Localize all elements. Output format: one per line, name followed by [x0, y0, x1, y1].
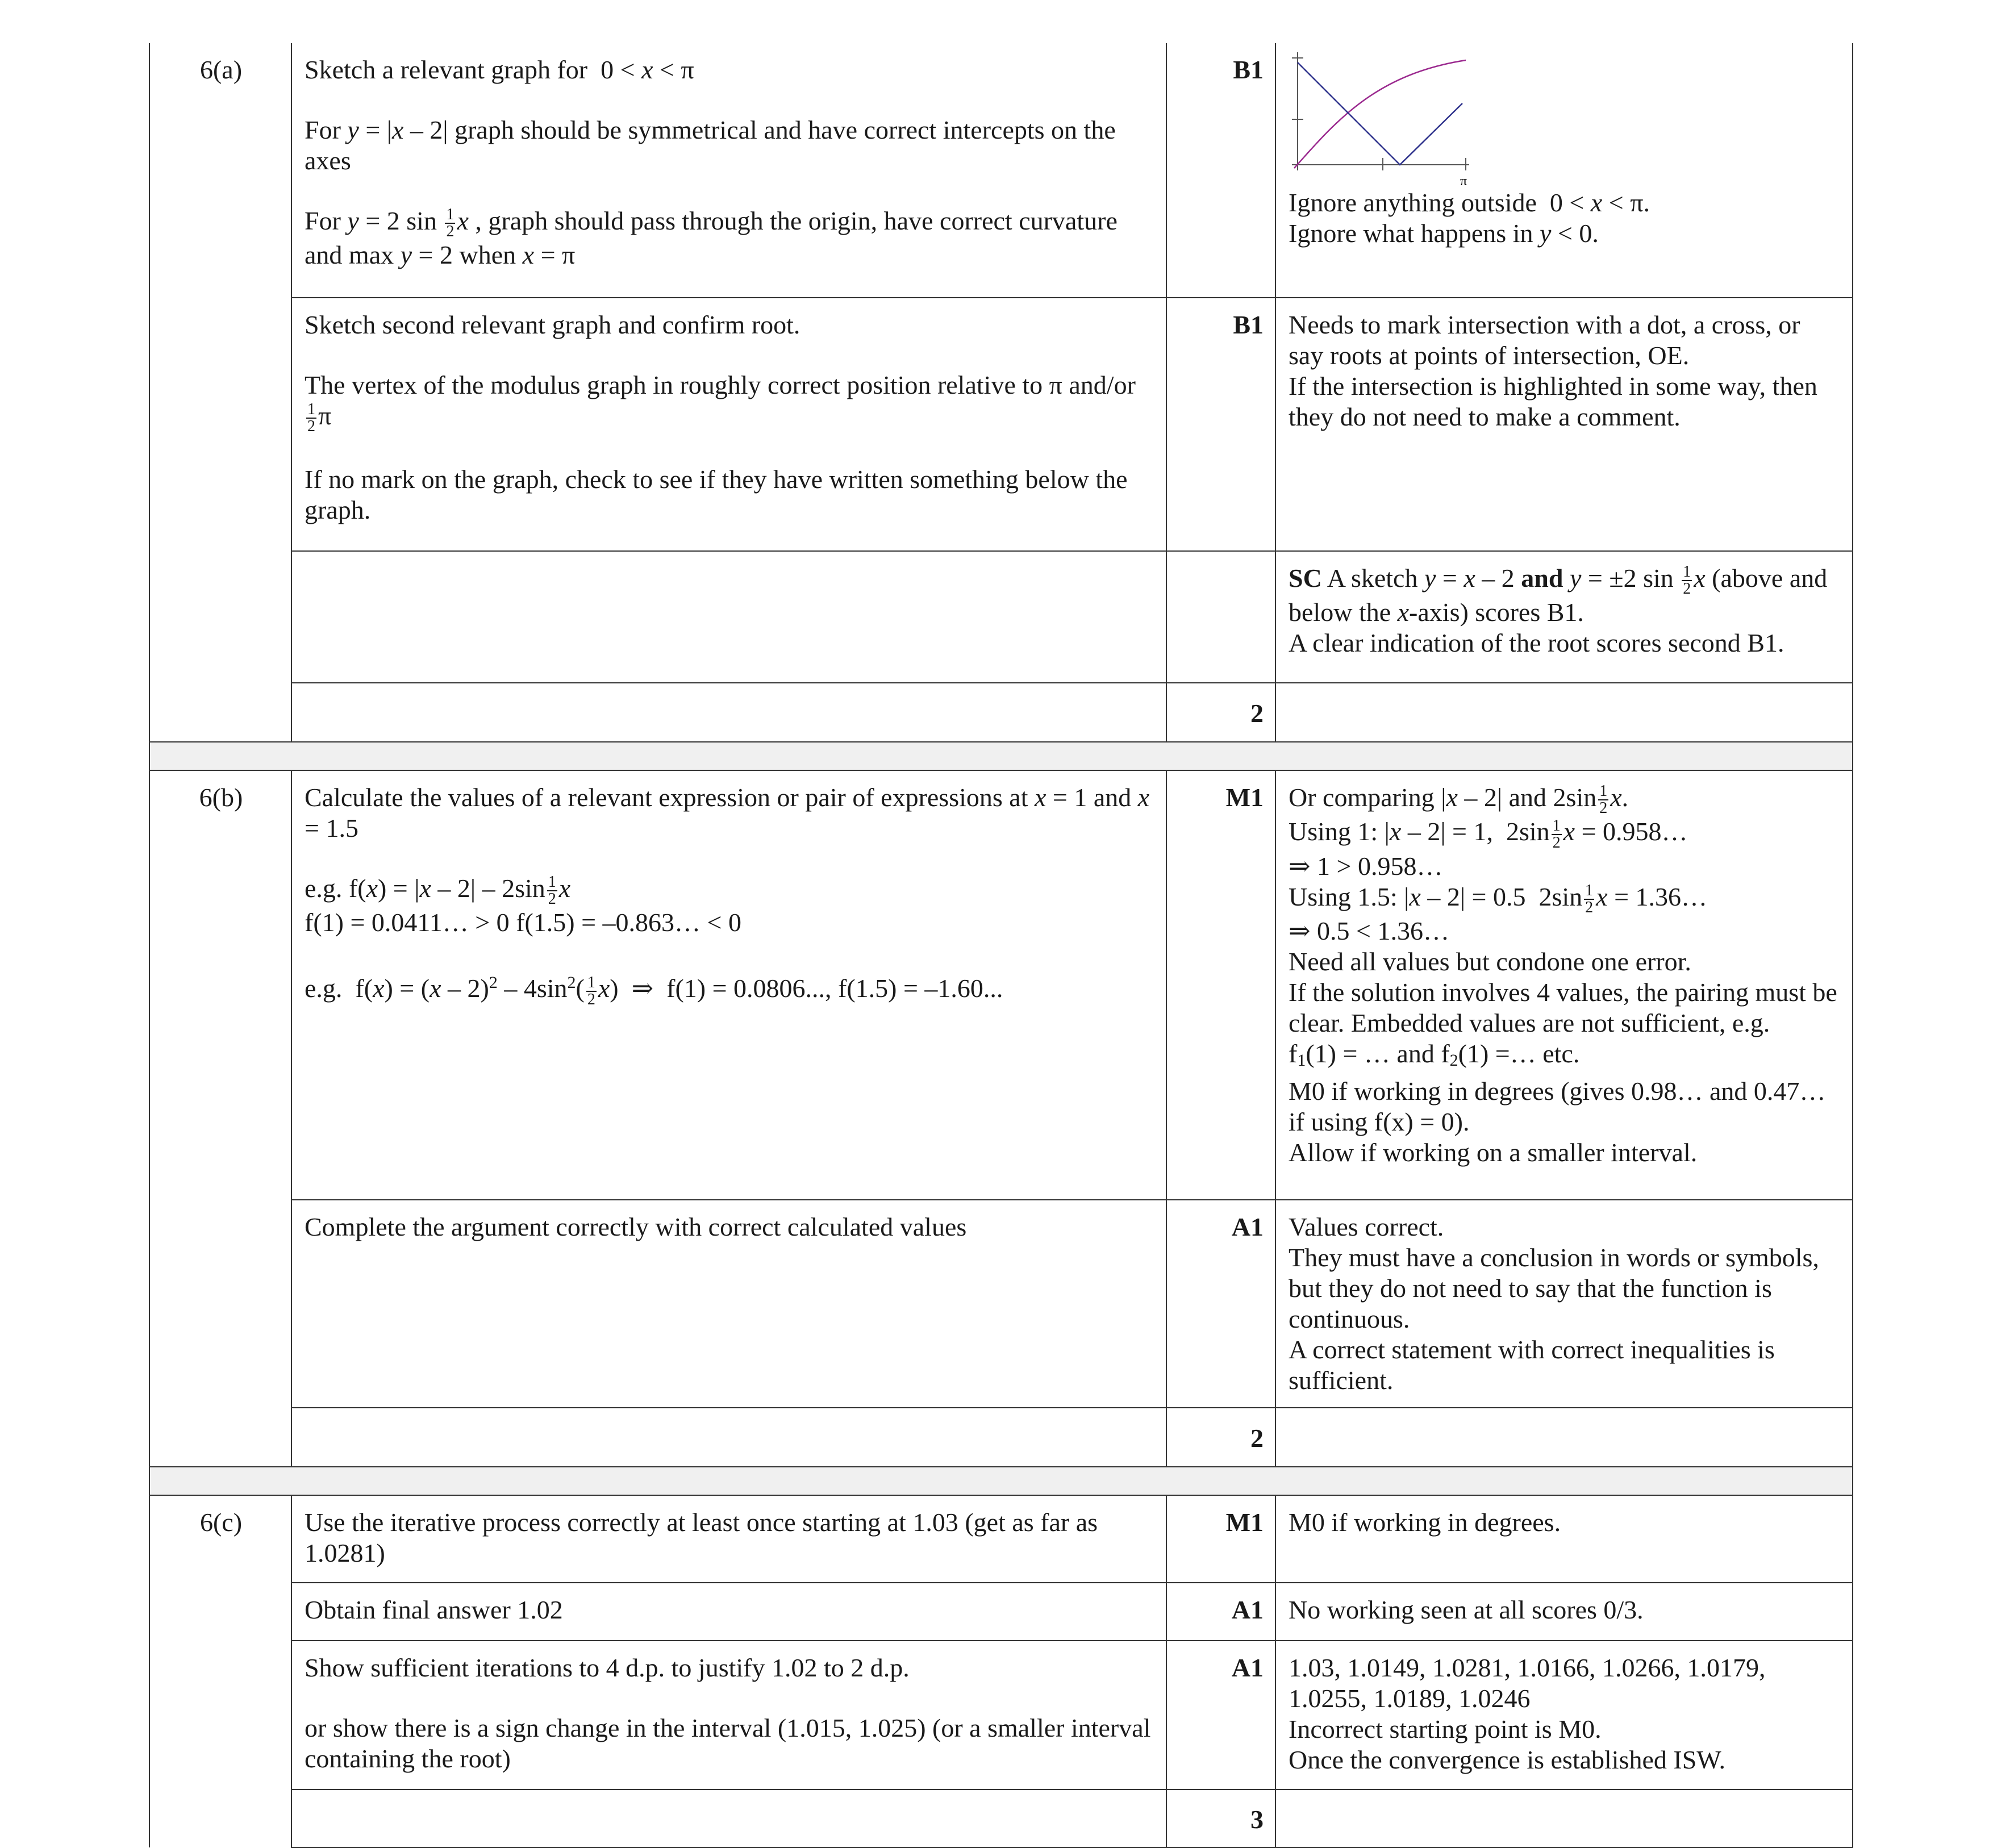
sketch-graph	[1286, 51, 1474, 187]
q6c-row-1	[149, 1495, 1853, 1583]
notes-cell-empty	[1275, 1408, 1853, 1467]
mark-scheme-table	[149, 43, 1853, 1848]
guidance-cell	[291, 770, 1166, 1200]
question-label-6b	[149, 770, 291, 1467]
total-marks	[1166, 1408, 1275, 1467]
guidance-cell-empty	[291, 551, 1166, 683]
note-line: 1.03, 1.0149, 1.0281, 1.0166, 1.0266, 1.0179, 1.0255, 1.0189, 1.0246	[1289, 1653, 1766, 1713]
guidance-line: For y = 2 sin $\frac{1}{2}$ x , graph should pass through the origin, have correct curvature and max y = 2 when x = π	[305, 206, 1118, 270]
guidance-cell	[291, 1495, 1166, 1583]
mark-label: B1	[1233, 310, 1264, 339]
total-marks	[1166, 1789, 1275, 1847]
guidance-line: e.g. $f(x) = (x - 2)^2 - 4\sin^2$( $\frac{1}{2}$ x) ⇒ f(1) = 0.0806..., f(1.5) = –1.60...	[305, 973, 1003, 1008]
q6b-row-2	[149, 1200, 1853, 1408]
note-line: ⇒ 0.5 < 1.36…	[1289, 916, 1449, 946]
separator-cell	[149, 1467, 1853, 1495]
guidance-line: Use the iterative process correctly at least once starting at 1.03 (get as far as 1.0281)	[305, 1508, 1098, 1567]
q6c-row-3	[149, 1641, 1853, 1789]
notes-cell-empty	[1275, 1789, 1853, 1847]
note-line: Allow if working on a smaller interval.	[1289, 1138, 1698, 1167]
note-line: If the intersection is highlighted in some way, then they do not need to make a comment.	[1289, 372, 1817, 431]
question-number: 6(a)	[199, 55, 243, 84]
note-line: A correct statement with correct inequalities is sufficient.	[1289, 1335, 1775, 1395]
notes-cell	[1275, 1200, 1853, 1408]
notes-cell	[1275, 1641, 1853, 1789]
note-line: They must have a conclusion in words or symbols, but they do not need to say that the function is continuous.	[1289, 1243, 1819, 1333]
mark-label: A1	[1231, 1653, 1264, 1682]
guidance-cell	[291, 1200, 1166, 1408]
guidance-line: f(1) = 0.0411… > 0 f(1.5) = –0.863… < 0	[305, 908, 741, 937]
notes-cell	[1275, 1583, 1853, 1641]
guidance-line: Calculate the values of a relevant expression or pair of expressions at x = 1 and x = 1.5	[305, 783, 1150, 842]
note-line: Using 1: |x – 2| = 1, 2sin $\frac{1}{2}$ x = 0.958…	[1289, 816, 1688, 852]
section-separator	[149, 742, 1853, 770]
total-marks	[1166, 683, 1275, 742]
question-number: 6(c)	[199, 1508, 243, 1537]
mark-label: A1	[1231, 1212, 1264, 1241]
separator-cell	[149, 742, 1853, 770]
guidance-line: or show there is a sign change in the interval (1.015, 1.025) (or a smaller interval containing the root)	[305, 1713, 1151, 1773]
guidance-cell	[291, 43, 1166, 298]
guidance-cell-empty	[291, 683, 1166, 742]
guidance-line: For y = |x – 2| graph should be symmetrical and have correct intercepts on the axes	[305, 115, 1116, 175]
guidance-cell	[291, 1583, 1166, 1641]
total-value: 3	[1250, 1805, 1264, 1834]
question-label-6a	[149, 43, 291, 742]
mark-code	[1166, 298, 1275, 551]
notes-cell	[1275, 551, 1853, 683]
q6b-total-row	[149, 1408, 1853, 1467]
mark-code	[1166, 1583, 1275, 1641]
note-line: Ignore what happens in y < 0.	[1289, 219, 1599, 248]
mark-label: M1	[1225, 1508, 1264, 1537]
note-line: SC A sketch y = x – 2 and y = ±2 sin $\frac{1}{2}$ x (above and below the x-axis) scores B1.	[1289, 563, 1828, 627]
total-value: 2	[1250, 1424, 1264, 1453]
guidance-cell	[291, 1641, 1166, 1789]
note-line: A clear indication of the root scores second B1.	[1289, 628, 1784, 658]
guidance-line: Sketch a relevant graph for 0 < x < π	[305, 55, 694, 84]
mark-code	[1166, 1495, 1275, 1583]
q6b-row-1	[149, 770, 1853, 1200]
note-line: Need all values but condone one error.	[1289, 947, 1691, 977]
question-number: 6(b)	[199, 783, 243, 812]
note-line: Once the convergence is established ISW.	[1289, 1745, 1725, 1774]
guidance-line: The vertex of the modulus graph in roughly correct position relative to π and/or $\frac{1}{2}$ π	[305, 370, 1136, 436]
note-line: ⇒ 1 > 0.958…	[1289, 851, 1443, 881]
guidance-cell-empty	[291, 1408, 1166, 1467]
note-line: Or comparing |x – 2| and 2sin $\frac{1}{2}$ x.	[1289, 782, 1629, 817]
guidance-line: e.g. f(x) = |x – 2| – 2sin $\frac{1}{2}$ x	[305, 873, 571, 908]
q6a-row-3	[149, 551, 1853, 683]
modulus-curve	[1298, 62, 1462, 165]
mark-code-empty	[1166, 551, 1275, 683]
total-value: 2	[1250, 699, 1264, 728]
q6a-row-2	[149, 298, 1853, 551]
mark-label: A1	[1231, 1595, 1264, 1624]
pi-tick-label: π	[1460, 174, 1467, 187]
mark-code	[1166, 1200, 1275, 1408]
notes-cell	[1275, 770, 1853, 1200]
guidance-line: Obtain final answer 1.02	[305, 1595, 563, 1624]
notes-cell	[1275, 1495, 1853, 1583]
note-line: Values correct.	[1289, 1212, 1444, 1241]
note-line: Incorrect starting point is M0.	[1289, 1714, 1602, 1743]
note-line: Ignore anything outside 0 < x < π.	[1289, 188, 1650, 217]
notes-cell	[1275, 298, 1853, 551]
note-line: M0 if working in degrees (gives 0.98… and 0.47… if using f(x) = 0).	[1289, 1077, 1826, 1137]
guidance-line: Complete the argument correctly with correct calculated values	[305, 1212, 967, 1241]
guidance-line: If no mark on the graph, check to see if they have written something below the graph.	[305, 465, 1128, 525]
q6c-row-2	[149, 1583, 1853, 1641]
note-line: Needs to mark intersection with a dot, a cross, or say roots at points of intersection, OE.	[1289, 310, 1800, 370]
mark-label: B1	[1233, 55, 1264, 84]
notes-cell	[1275, 43, 1853, 298]
q6c-total-row	[149, 1789, 1853, 1847]
note-line: If the solution involves 4 values, the pairing must be clear. Embedded values are not sufficient, e.g.	[1289, 978, 1837, 1038]
q6a-total-row	[149, 683, 1853, 742]
guidance-cell	[291, 298, 1166, 551]
sine-curve	[1294, 60, 1466, 168]
guidance-line: Show sufficient iterations to 4 d.p. to justify 1.02 to 2 d.p.	[305, 1653, 910, 1682]
guidance-line: Sketch second relevant graph and confirm root.	[305, 310, 800, 339]
note-line: No working seen at all scores 0/3.	[1289, 1595, 1644, 1624]
mark-label: M1	[1225, 783, 1264, 812]
q6a-row-1	[149, 43, 1853, 298]
notes-cell-empty	[1275, 683, 1853, 742]
section-separator	[149, 1467, 1853, 1495]
mark-code	[1166, 770, 1275, 1200]
question-label-6c	[149, 1495, 291, 1847]
mark-code	[1166, 43, 1275, 298]
note-line: Using 1.5: |x – 2| = 0.5 2sin $\frac{1}{2}$ x = 1.36…	[1289, 882, 1708, 917]
note-line: M0 if working in degrees.	[1289, 1508, 1561, 1537]
mark-code	[1166, 1641, 1275, 1789]
guidance-cell-empty	[291, 1789, 1166, 1847]
note-line: $f_1(1)$ = … and $f_2(1)$ =… etc.	[1289, 1039, 1580, 1070]
